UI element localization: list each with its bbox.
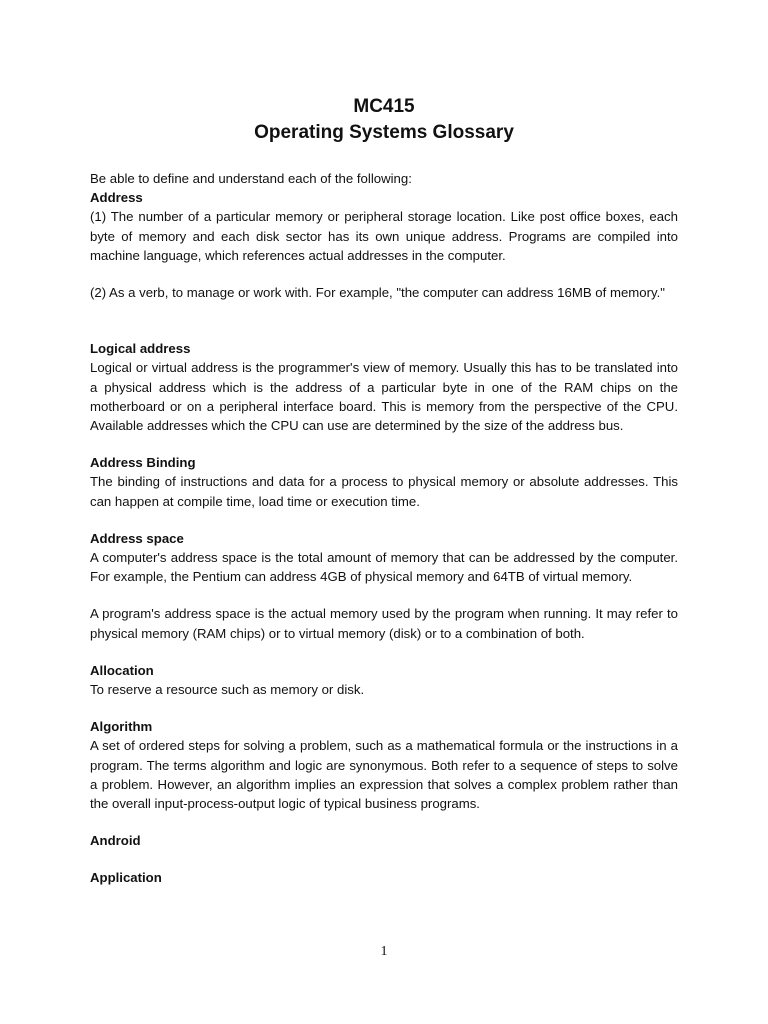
definition-address-space-2: A program's address space is the actual memory used by the program when running. It may refer to physical memory (RAM chips) or to virtual memory (disk) or to a combination of both. — [90, 606, 678, 641]
term-address-binding: Address Binding — [90, 455, 196, 471]
definition-address-binding: The binding of instructions and data for a process to physical memory or absolute addresses. This can happen at compile time, load time or execution time. — [90, 474, 678, 509]
term-android: Android — [90, 833, 141, 849]
page-number: 1 — [380, 944, 388, 959]
definition-address-space-1: A computer's address space is the total amount of memory that can be addressed by the computer. For example, the Pentium can address 4GB of physical memory and 64TB of virtual memory. — [90, 550, 678, 585]
term-application: Application — [90, 870, 162, 886]
term-allocation: Allocation — [90, 662, 154, 678]
definition-logical-address: Logical or virtual address is the programmer's view of memory. Usually this has to be translated into a physical address which is the address of a particular byte in one of the RAM chips on the motherboard or on a peripheral interface board. This is memory from the perspective of the CPU. Available addresses which the CPU can use are determined by the size of the address bus. — [90, 360, 678, 434]
definition-address-1: (1) The number of a particular memory or peripheral storage location. Like post office boxes, each byte of memory and each disk sector has its own unique address. Programs are compiled into machine language, which references actual addresses in the computer. — [90, 209, 678, 263]
glossary-content — [90, 169, 678, 888]
term-algorithm: Algorithm — [90, 719, 153, 735]
term-address: Address — [90, 190, 143, 206]
document-title-block — [0, 94, 768, 146]
definition-algorithm: A set of ordered steps for solving a problem, such as a mathematical formula or the instructions in a program. The terms algorithm and logic are synonymous. Both refer to a sequence of steps to solve a problem. However, an algorithm implies an expression that solves a complex problem rather than the overall input-process-output logic of typical business programs. — [90, 738, 678, 812]
definition-allocation: To reserve a resource such as memory or disk. — [90, 682, 365, 698]
page-title: Operating Systems Glossary — [254, 122, 514, 143]
course-code: MC415 — [353, 96, 415, 117]
term-logical-address: Logical address — [90, 341, 191, 357]
intro-text: Be able to define and understand each of the following: — [90, 171, 412, 186]
term-address-space: Address space — [90, 530, 184, 546]
definition-address-2: (2) As a verb, to manage or work with. For example, "the computer can address 16MB of memory." — [90, 285, 665, 301]
